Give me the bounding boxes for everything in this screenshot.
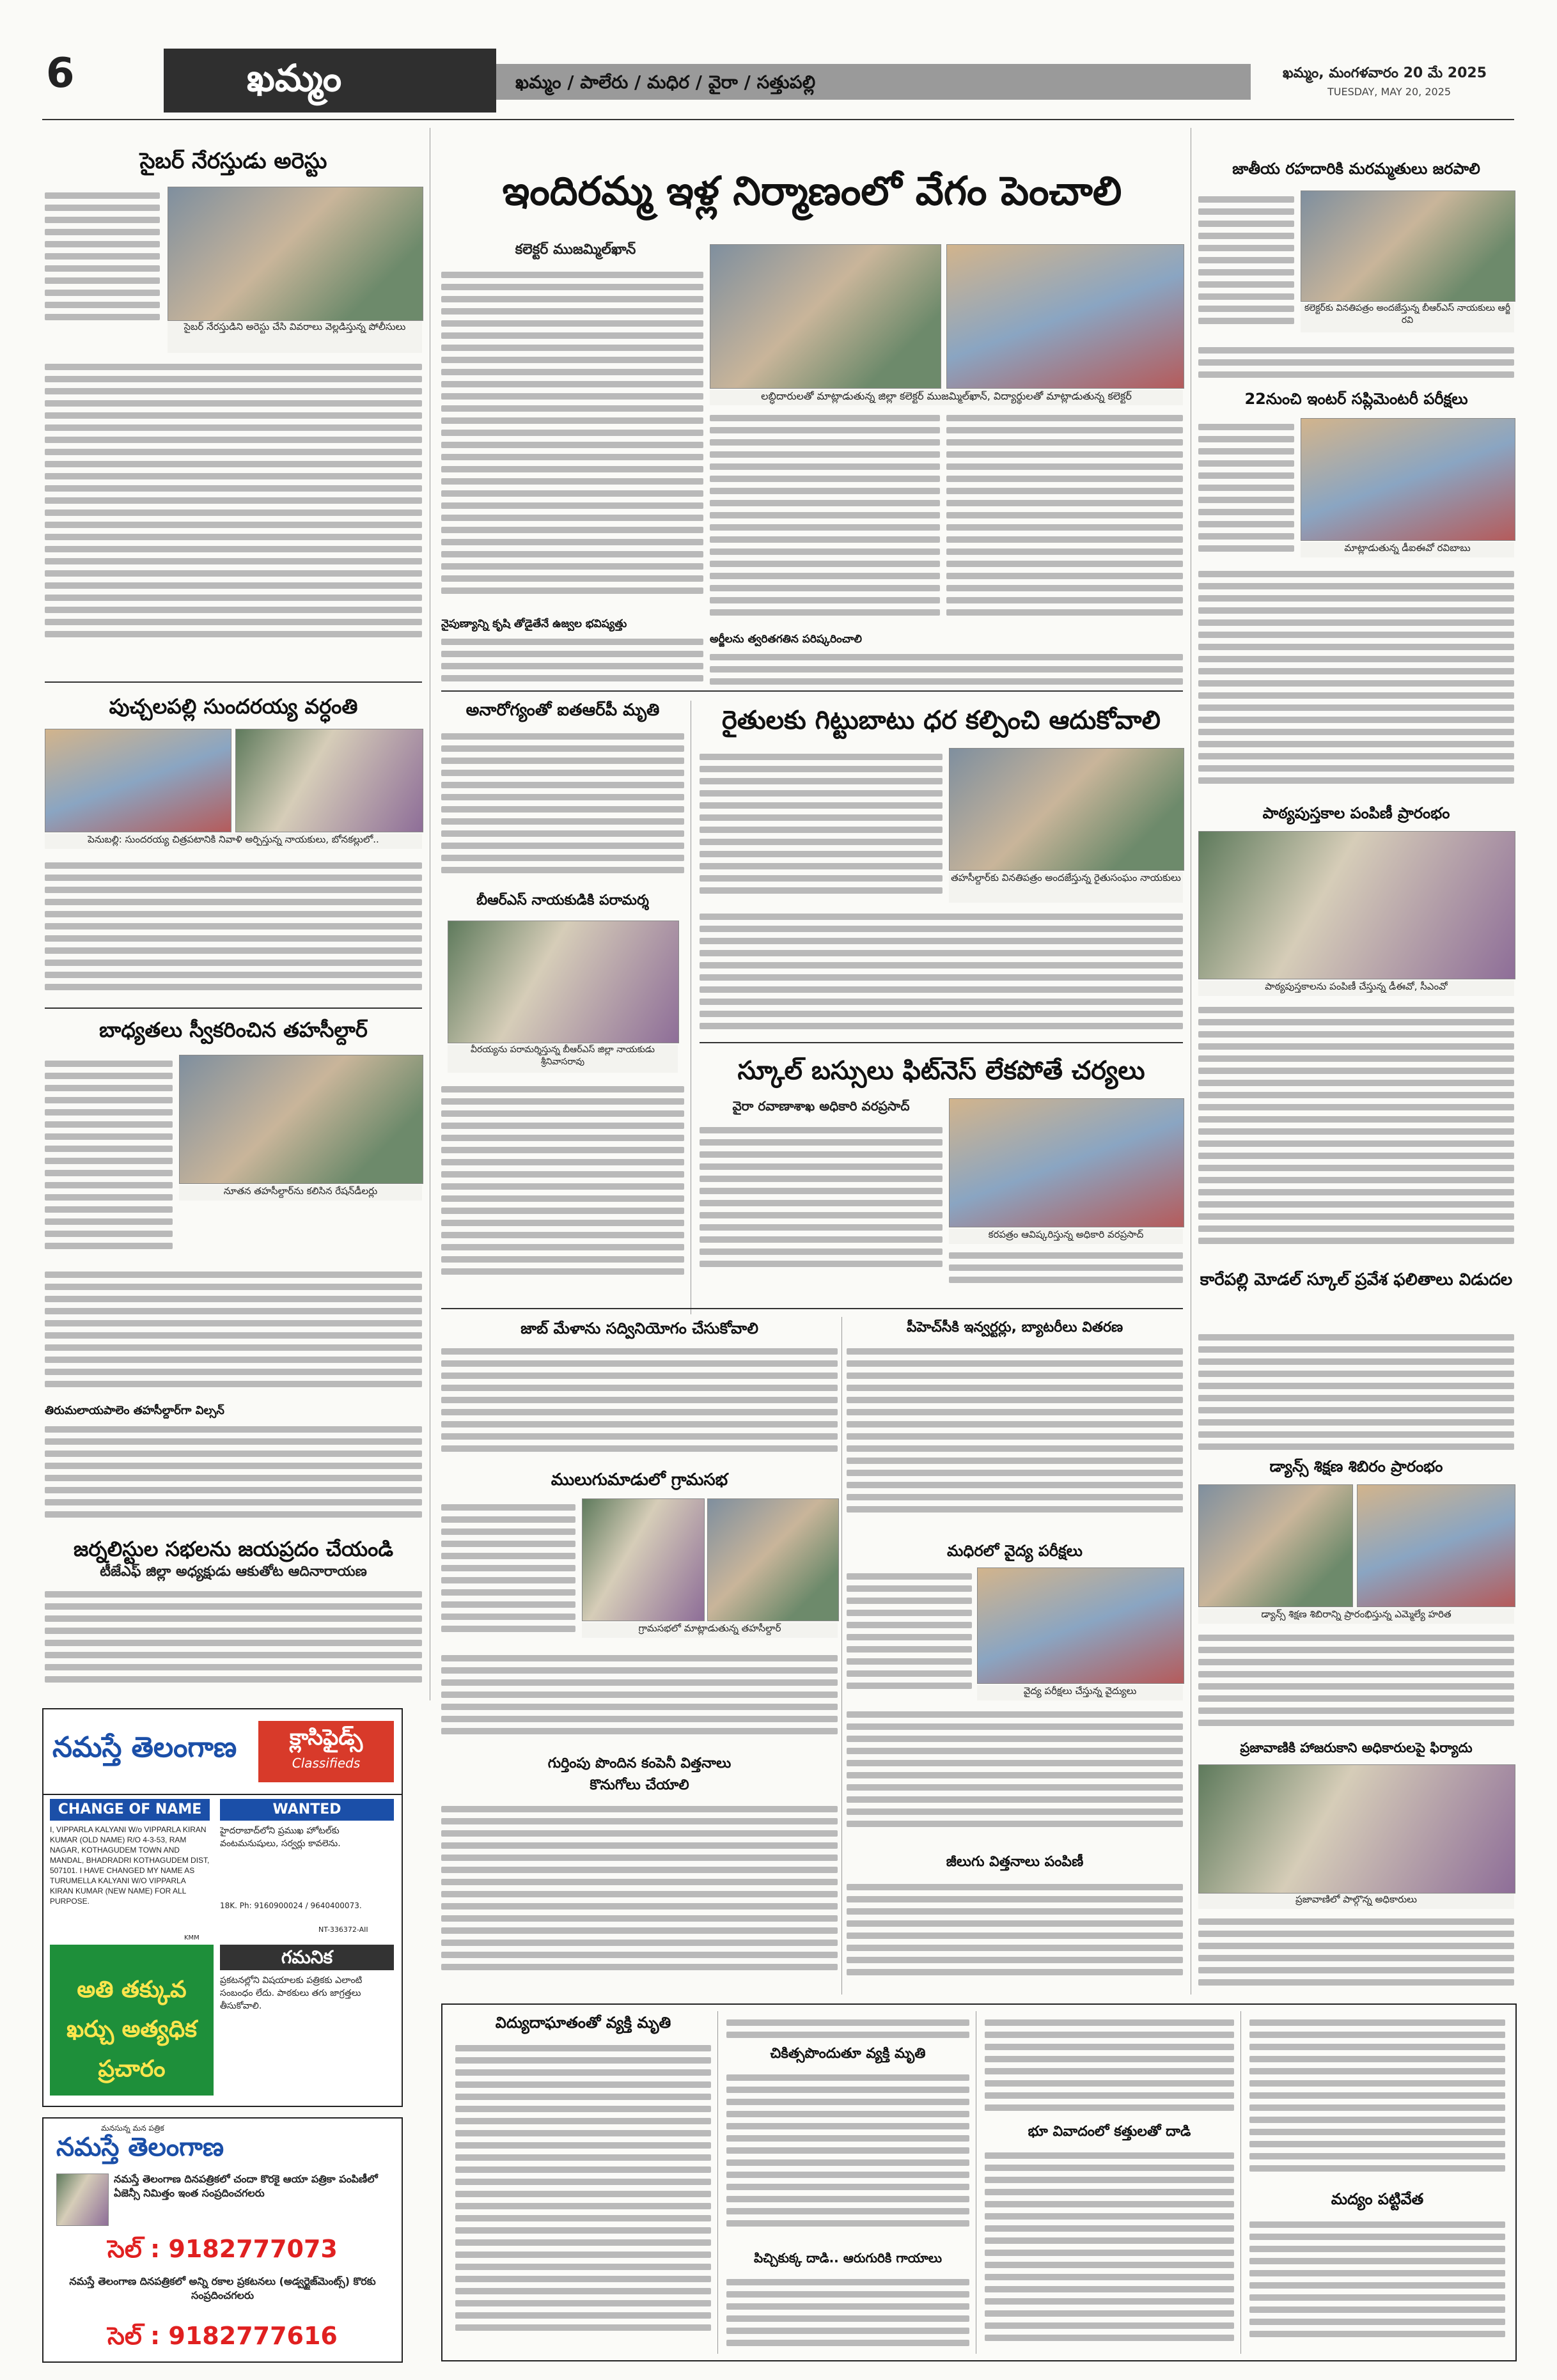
subscription-phone2: సెల్ : 9182777616 xyxy=(107,2322,338,2350)
school-bus-text2 xyxy=(949,1247,1183,1291)
gramasabha-text-lead xyxy=(441,1498,575,1645)
medical-caption: వైద్య పరీక్షలు చేస్తున్న వైద్యులు xyxy=(977,1685,1183,1700)
jobs-mela-headline: జాబ్ మేళాను సద్వినియోగం చేసుకోవాలి xyxy=(520,1319,758,1337)
cyber-arrest-caption: సైబర్ నేరస్తుడిని అరెస్టు చేసి వివరాలు వెల్లడిస్తున్న పోలీసులు xyxy=(168,321,422,353)
gramasabha-caption: గ్రామసభలో మాట్లాడుతున్న తహసీల్దార్ xyxy=(582,1622,838,1638)
dog-bite-headline: పిచ్చికుక్క దాడి.. ఆరుగురికి గాయాలు xyxy=(754,2250,942,2266)
jobs-mela-text xyxy=(441,1342,838,1464)
column-divider xyxy=(717,2011,718,2354)
gramasabha-photo-right xyxy=(707,1498,839,1621)
school-bus-text xyxy=(700,1121,943,1281)
itdp-text2 xyxy=(441,1080,684,1298)
land-dispute-text xyxy=(985,2147,1234,2353)
jeelugu-text xyxy=(847,1878,1183,1993)
land-dispute-headline: భూ వివాదంలో కత్తులతో దాడి xyxy=(1028,2124,1191,2140)
change-of-name-code: KMM xyxy=(184,1934,200,1941)
inter-exams-text xyxy=(1198,565,1514,802)
liquor-headline: మద్యం పట్టివేత xyxy=(1331,2190,1424,2208)
inter-exams-photo xyxy=(1301,418,1515,541)
national-highway-text-lead xyxy=(1198,191,1294,338)
inter-exams-text-lead xyxy=(1198,418,1294,565)
seeds-text xyxy=(441,1800,838,1992)
indiramma-sidebar-text xyxy=(441,633,703,684)
sundarayya-photo-right xyxy=(235,729,423,832)
crime-text-col3-top xyxy=(985,2014,1234,2116)
phc-text xyxy=(847,1342,1183,1534)
cyber-arrest-text-lead xyxy=(45,187,160,327)
sundarayya-text xyxy=(45,857,422,997)
farmers-headline: రైతులకు గిట్టుబాటు ధర కల్పించి ఆదుకోవాలి xyxy=(721,706,1161,735)
cyber-arrest-headline: సైబర్ నేరస్తుడు అరెస్టు xyxy=(139,148,327,174)
tahsildar-sidebar-head: తిరుమలాయపాలెం తహసీల్దార్‌గా విల్సన్ xyxy=(45,1404,224,1417)
masthead xyxy=(42,45,1514,116)
indiramma-text-col1 xyxy=(441,266,703,611)
textbooks-photo xyxy=(1198,831,1515,979)
treatment-death-text xyxy=(726,2069,969,2241)
karepalli-headline: కారేపల్లి మోడల్ స్కూల్ ప్రవేశ ఫలితాలు విడుదల xyxy=(1200,1270,1513,1289)
subscription-ad xyxy=(42,2117,403,2363)
localities-band xyxy=(496,64,1251,100)
medical-photo xyxy=(977,1567,1184,1684)
notice-text: ప్రకటనల్లోని విషయాలకు పత్రికకు ఎలాంటి సంబంధం లేదు. పాఠకులు తగు జాగ్రత్తలు తీసుకోవాలి. xyxy=(220,1975,363,2011)
gramasabha-photo-left xyxy=(582,1498,705,1621)
sundarayya-caption: పెనుబల్లి: సుందరయ్య చిత్రపటానికి నివాళి అర్పిస్తున్న నాయకులు, బోనకల్లులో.. xyxy=(45,834,422,849)
national-highway-headline: జాతీయ రహదారికి మరమ్మతులు జరపాలి xyxy=(1232,160,1480,178)
dance-photo-right xyxy=(1357,1484,1515,1607)
classifieds-tag-te: క్లాసిఫైడ్స్ xyxy=(289,1725,363,1750)
dance-headline: డ్యాన్స్ శిక్షణ శిబిరం ప్రారంభం xyxy=(1269,1458,1443,1475)
classifieds-box xyxy=(42,1708,403,2107)
national-highway-photo xyxy=(1301,191,1515,302)
farmers-photo xyxy=(949,748,1184,871)
tahsildar-headline: బాధ్యతలు స్వీకరించిన తహసీల్దార్ xyxy=(99,1018,368,1042)
column-divider xyxy=(841,1317,842,1995)
electrocution-headline: విద్యుదాఘాతంతో వ్యక్తి మృతి xyxy=(495,2014,671,2032)
sundarayya-photo-left xyxy=(45,729,231,832)
indiramma-sidebar-text2 xyxy=(710,648,1183,687)
grievance-headline: ప్రజావాణికి హాజరుకాని అధికారులపై ఫిర్యాదు xyxy=(1240,1740,1473,1755)
section-banner xyxy=(164,49,496,113)
wanted-head: WANTED xyxy=(220,1799,394,1821)
tahsildar-sidebar-text xyxy=(45,1420,422,1529)
change-of-name-head: CHANGE OF NAME xyxy=(50,1799,210,1821)
itdp-headline2: బీఆర్‌ఎస్ నాయకుడికి పరామర్శ xyxy=(476,892,649,908)
farmers-text-col2 xyxy=(700,908,1183,1036)
classifieds-tag-en: Classifieds xyxy=(292,1755,361,1771)
sundarayya-headline: పుచ్చలపల్లి సుందరయ్య వర్ధంతి xyxy=(109,694,358,719)
indiramma-sidebar-head: నైపుణ్యాన్ని కృషి తోడైతేనే ఉజ్వల భవిష్యత్తు xyxy=(441,618,627,630)
tahsildar-text-lead xyxy=(45,1055,173,1259)
phc-headline: పీహెచ్‌సీకి ఇన్వర్టర్లు, బ్యాటరీలు వితరణ xyxy=(906,1319,1123,1335)
crime-text-col2-top xyxy=(726,2014,969,2039)
slogan: అతి తక్కువ ఖర్చు అత్యధిక ప్రచారం xyxy=(67,1977,197,2082)
indiramma-text-col3 xyxy=(946,409,1183,626)
localities: ఖమ్మం / పాలేరు / మధిర / వైరా / సత్తుపల్లి xyxy=(515,72,816,93)
crime-box xyxy=(441,2003,1517,2361)
slogan-box xyxy=(50,1945,214,2096)
journalists-text xyxy=(45,1585,422,1694)
seeds-headline2: కొనుగోలు చేయాలి xyxy=(590,1777,689,1793)
indiramma-sidebar-head2: అర్జీలను త్వరితగతిన పరిష్కరించాలి xyxy=(710,633,863,646)
grievance-caption: ప్రజావాణిలో పాల్గొన్న అధికారులు xyxy=(1198,1894,1514,1909)
dance-photo-left xyxy=(1198,1484,1353,1607)
tahsildar-caption: నూతన తహసీల్దార్‌ను కలిసిన రేషన్‌డీలర్లు xyxy=(179,1185,422,1201)
classifieds-tag xyxy=(258,1721,394,1782)
date-english: TUESDAY, MAY 20, 2025 xyxy=(1327,86,1451,98)
school-bus-headline: స్కూల్ బస్సులు ఫిట్‌నెస్ లేకపోతే చర్యలు xyxy=(737,1056,1145,1085)
change-of-name-text: I, VIPPARLA KALYANI W/o VIPPARLA KIRAN KUMAR (OLD NAME) R/O 4-3-53, RAM NAGAR, KOTHAGUDEM TOWN AND MANDAL, BHADRADRI KOTHAGUDEM DIST, 507101. I HAVE CHANGED MY NAME AS TURUMELLA KALYANI W/O VIPPARLA KIRAN KUMAR (NEW NAME) FOR ALL PURPOSE. xyxy=(50,1825,210,1906)
subscription-tagline: మనసున్న మన పత్రిక xyxy=(101,2124,164,2133)
textbooks-caption: పాఠ్యపుస్తకాలను పంపిణీ చేస్తున్న డీఈవో, సీఎంవో xyxy=(1198,981,1514,996)
journalists-headline: జర్నలిస్టుల సభలను జయప్రదం చేయండి xyxy=(73,1537,394,1561)
itdp-text xyxy=(441,727,684,887)
medical-headline: మధిరలో వైద్య పరీక్షలు xyxy=(947,1542,1083,1560)
indiramma-photo-right xyxy=(946,244,1184,389)
inter-exams-caption: మాట్లాడుతున్న డీఐఈవో రవిబాబు xyxy=(1301,542,1514,557)
gramasabha-headline: ములుగుమాడులో గ్రామసభ xyxy=(551,1470,728,1489)
classifieds-header xyxy=(43,1709,402,1795)
cyber-arrest-photo xyxy=(168,187,423,321)
school-bus-caption: కరపత్రం ఆవిష్కరిస్తున్న అధికారి వరప్రసాద్ xyxy=(949,1229,1183,1244)
itdp-headline: అనారోగ్యంతో ఐతఆర్‌పీ మృతి xyxy=(466,701,660,720)
cyber-arrest-text xyxy=(45,358,422,665)
wanted-text: హైదరాబాద్‌లోని ప్రముఖ హోటల్‌కు వంటమనుషులు, సర్వర్లు కావలెను. xyxy=(220,1826,341,1849)
indiramma-photo-left xyxy=(710,244,941,389)
tahsildar-text xyxy=(45,1266,422,1406)
school-bus-subhead: వైరా రవాణాశాఖ అధికారి వరప్రసాద్ xyxy=(732,1098,910,1114)
textbooks-text xyxy=(1198,1001,1514,1263)
dog-bite-text xyxy=(726,2273,969,2353)
treatment-death-headline: చికిత్సపొందుతూ వ్యక్తి మృతి xyxy=(770,2046,926,2062)
farmers-text-col1 xyxy=(700,748,943,908)
divider xyxy=(441,690,1183,692)
textbooks-headline: పాఠ్యపుస్తకాల పంపిణీ ప్రారంభం xyxy=(1262,804,1450,822)
column-divider xyxy=(1240,2011,1241,2354)
notice-head: గమనిక xyxy=(220,1945,394,1970)
divider xyxy=(45,1007,422,1009)
inter-exams-headline: 22నుంచి ఇంటర్ సప్లిమెంటరీ పరీక్షలు xyxy=(1244,390,1468,408)
divider xyxy=(700,1042,1183,1043)
jeelugu-headline: జీలుగు విత్తనాలు పంపిణీ xyxy=(946,1854,1084,1870)
classifieds-brand: నమస్తే తెలంగాణ xyxy=(52,1731,237,1764)
indiramma-text-col2 xyxy=(710,409,940,626)
date-telugu: ఖమ్మం, మంగళవారం 20 మే 2025 xyxy=(1283,65,1487,81)
medical-text xyxy=(847,1706,1183,1846)
subscription-line1: నమస్తే తెలంగాణ దినపత్రికలో చందా కొరకై ఆయా పత్రికా పంపిణీలో ఏజెన్సీ నిమిత్తం ఇంత సంప్రదించగలరు xyxy=(114,2173,378,2199)
electrocution-text xyxy=(455,2039,711,2353)
karepalli-text xyxy=(1198,1328,1514,1456)
newspaper-stack-image xyxy=(56,2174,109,2226)
national-highway-text xyxy=(1198,341,1514,380)
wanted-phone: 18K. Ph: 9160900024 / 9640400073. xyxy=(220,1901,362,1910)
itdp-caption: వీరయ్యను పరామర్శిస్తున్న బీఆర్‌ఎస్ జిల్లా నాయకుడు శ్రీనివాసరావు xyxy=(448,1045,678,1073)
seeds-headline: గుర్తింపు పొందిన కంపెనీ విత్తనాలు xyxy=(547,1755,732,1771)
dance-text xyxy=(1198,1629,1514,1738)
grievance-text xyxy=(1198,1913,1514,1996)
farmers-caption: తహసీల్దార్‌కు వినతిపత్రం అందజేస్తున్న రైతుసంఘం నాయకులు xyxy=(949,872,1183,903)
subscription-brand: నమస్తే తెలంగాణ xyxy=(56,2133,224,2162)
crime-text-col4-top xyxy=(1249,2014,1505,2180)
journalists-subhead: టీజేఎఫ్ జిల్లా అధ్యక్షుడు ఆకుతోట ఆదినారాయణ xyxy=(100,1564,367,1580)
page-number: 6 xyxy=(46,50,75,97)
medical-text-lead xyxy=(847,1567,972,1695)
subscription-phone1: సెల్ : 9182777073 xyxy=(107,2235,338,2263)
tahsildar-photo xyxy=(179,1055,423,1184)
indiramma-headline: ఇందిరమ్మ ఇళ్ల నిర్మాణంలో వేగం పెంచాలి xyxy=(502,167,1122,214)
divider xyxy=(45,681,422,683)
school-bus-photo xyxy=(949,1098,1184,1227)
liquor-text xyxy=(1249,2216,1505,2353)
section-title: ఖమ్మం xyxy=(247,56,342,100)
grievance-photo xyxy=(1198,1764,1515,1894)
dance-caption: డ్యాన్స్ శిక్షణ శిబిరాన్ని ప్రారంభిస్తున్న ఎమ్మెల్యే హరిత xyxy=(1198,1608,1514,1624)
national-highway-caption: కలెక్టర్‌కు వినతిపత్రం అందజేస్తున్న బీఆర్‌ఎస్ నాయకులు ఆర్జీ రవి xyxy=(1301,303,1514,332)
subscription-line2: నమస్తే తెలంగాణ దినపత్రికలో అన్ని రకాల ప్రకటనలు (అడ్వర్టైజ్‌మెంట్స్) కొరకు సంప్రదించగలరు xyxy=(69,2275,376,2301)
indiramma-caption: లబ్ధిదారులతో మాట్లాడుతున్న జిల్లా కలెక్టర్ ముజమ్మిల్‌ఖాన్, విద్యార్థులతో మాట్లాడుతున్న కలెక్టర్ xyxy=(710,390,1183,405)
masthead-rule xyxy=(42,119,1514,120)
indiramma-subhead: కలెక్టర్ ముజమ్మిల్‌ఖాన్ xyxy=(515,242,636,258)
divider xyxy=(441,1308,1183,1309)
ad-code: NT-336372-AII xyxy=(318,1925,368,1934)
gramasabha-text xyxy=(441,1649,838,1745)
itdp-photo xyxy=(448,921,679,1043)
